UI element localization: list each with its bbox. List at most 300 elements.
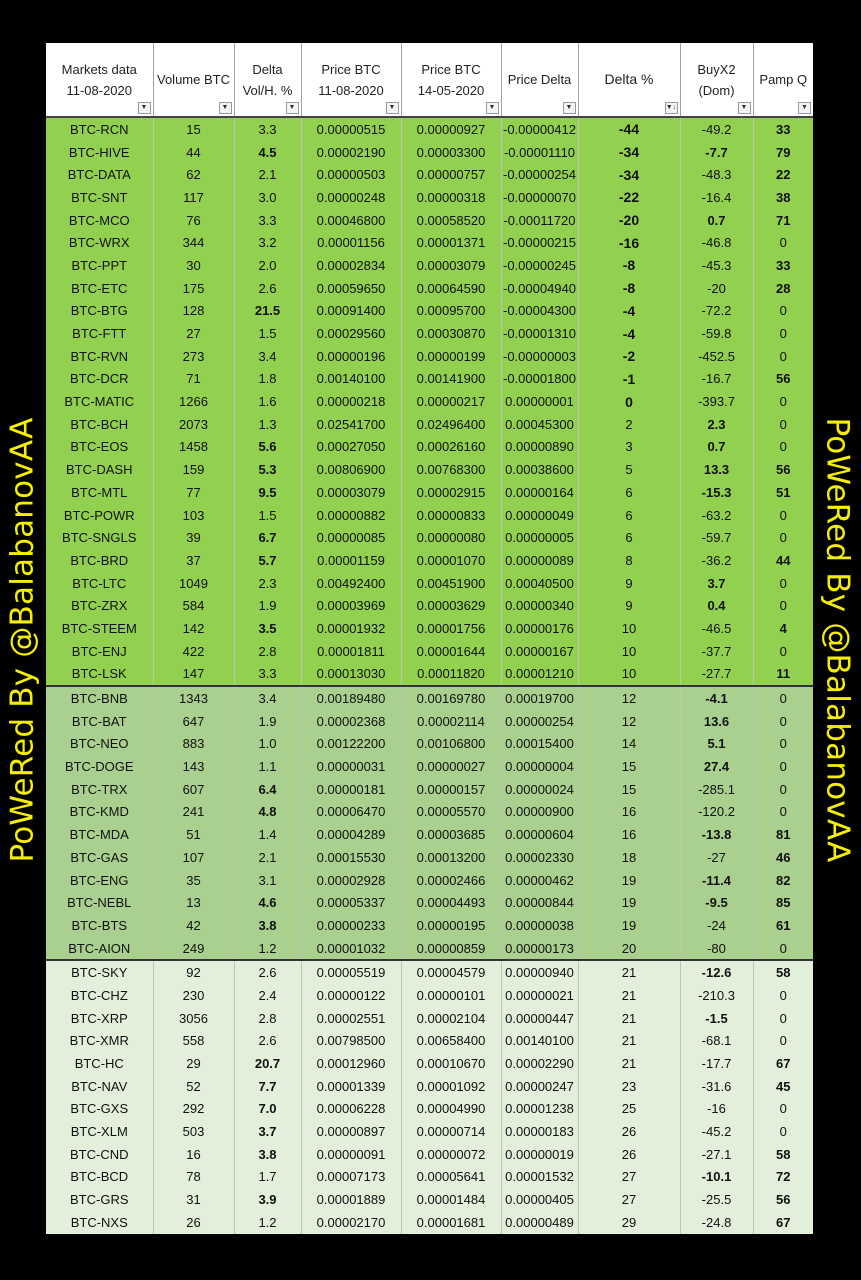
cell-market: BTC-LTC — [46, 572, 153, 595]
cell-buyx2: -452.5 — [680, 345, 753, 368]
cell-price-now: 0.00005519 — [301, 960, 401, 984]
filter-dropdown-icon[interactable]: ▼ — [798, 102, 811, 114]
cell-price-now: 0.00001932 — [301, 617, 401, 640]
cell-pamp-q: 45 — [753, 1075, 813, 1098]
cell-delta-percent: -44 — [578, 117, 680, 141]
cell-buyx2: -24 — [680, 914, 753, 937]
cell-buyx2: -48.3 — [680, 163, 753, 186]
cell-delta-percent: 27 — [578, 1188, 680, 1211]
cell-price-then: 0.00001371 — [401, 231, 501, 254]
cell-delta-vol: 3.5 — [234, 617, 301, 640]
cell-volume: 77 — [153, 481, 234, 504]
cell-price-then: 0.00003300 — [401, 141, 501, 164]
cell-price-delta: 0.00000447 — [501, 1007, 578, 1030]
cell-delta-vol: 3.2 — [234, 231, 301, 254]
cell-pamp-q: 82 — [753, 869, 813, 892]
table-row — [46, 1188, 813, 1211]
watermark-right-text: PoWeRed By @BalabanovAA — [820, 417, 857, 863]
cell-price-now: 0.00000515 — [301, 117, 401, 141]
cell-price-then: 0.00000080 — [401, 526, 501, 549]
cell-volume: 147 — [153, 663, 234, 687]
table-row — [46, 481, 813, 504]
cell-price-now: 0.00000122 — [301, 984, 401, 1007]
cell-price-now: 0.00001159 — [301, 549, 401, 572]
cell-delta-percent: 9 — [578, 594, 680, 617]
table-row — [46, 594, 813, 617]
cell-delta-vol: 2.4 — [234, 984, 301, 1007]
cell-price-delta: 0.00000173 — [501, 937, 578, 961]
cell-market: BTC-AION — [46, 937, 153, 961]
cell-price-now: 0.00492400 — [301, 572, 401, 595]
cell-delta-percent: -20 — [578, 209, 680, 232]
cell-buyx2: -45.3 — [680, 254, 753, 277]
cell-delta-vol: 1.1 — [234, 755, 301, 778]
table-row — [46, 117, 813, 141]
cell-buyx2: -24.8 — [680, 1211, 753, 1234]
cell-pamp-q: 0 — [753, 390, 813, 413]
cell-price-now: 0.00000503 — [301, 163, 401, 186]
cell-pamp-q: 0 — [753, 1120, 813, 1143]
table-row — [46, 1052, 813, 1075]
cell-delta-percent: 29 — [578, 1211, 680, 1234]
col-price-btc-now — [301, 43, 401, 117]
cell-delta-vol: 3.4 — [234, 686, 301, 710]
cell-delta-percent: -1 — [578, 368, 680, 391]
table-row — [46, 640, 813, 663]
table-row — [46, 572, 813, 595]
col-label: Price BTC — [321, 61, 381, 77]
cell-market: BTC-KMD — [46, 801, 153, 824]
cell-volume: 142 — [153, 617, 234, 640]
cell-delta-percent: 10 — [578, 640, 680, 663]
cell-market: BTC-BAT — [46, 710, 153, 733]
cell-market: BTC-MTL — [46, 481, 153, 504]
cell-delta-vol: 1.9 — [234, 594, 301, 617]
cell-delta-vol: 3.7 — [234, 1120, 301, 1143]
cell-market: BTC-HC — [46, 1052, 153, 1075]
cell-delta-vol: 1.5 — [234, 322, 301, 345]
cell-delta-percent: -22 — [578, 186, 680, 209]
filter-dropdown-icon[interactable]: ▼ — [486, 102, 499, 114]
cell-buyx2: -1.5 — [680, 1007, 753, 1030]
cell-market: BTC-DASH — [46, 458, 153, 481]
col-label: Delta — [252, 61, 283, 77]
cell-market: BTC-NAV — [46, 1075, 153, 1098]
cell-price-then: 0.00003079 — [401, 254, 501, 277]
col-sublabel: Vol/H. % — [242, 82, 293, 98]
cell-volume: 558 — [153, 1030, 234, 1053]
cell-buyx2: -36.2 — [680, 549, 753, 572]
cell-delta-vol: 7.7 — [234, 1075, 301, 1098]
cell-price-then: 0.00005641 — [401, 1166, 501, 1189]
cell-market: BTC-FTT — [46, 322, 153, 345]
cell-price-delta: 0.00001210 — [501, 663, 578, 687]
cell-price-now: 0.00002190 — [301, 141, 401, 164]
filter-dropdown-icon[interactable]: ▼ — [286, 102, 299, 114]
cell-price-delta: -0.00000070 — [501, 186, 578, 209]
cell-delta-percent: 21 — [578, 960, 680, 984]
cell-market: BTC-MDA — [46, 823, 153, 846]
cell-pamp-q: 0 — [753, 1007, 813, 1030]
cell-volume: 52 — [153, 1075, 234, 1098]
cell-price-now: 0.00002551 — [301, 1007, 401, 1030]
cell-market: BTC-POWR — [46, 504, 153, 527]
cell-price-then: 0.00000757 — [401, 163, 501, 186]
cell-delta-percent: 26 — [578, 1120, 680, 1143]
cell-price-delta: 0.00015400 — [501, 733, 578, 756]
cell-price-then: 0.00001484 — [401, 1188, 501, 1211]
cell-delta-percent: 21 — [578, 1052, 680, 1075]
cell-buyx2: 13.6 — [680, 710, 753, 733]
table-row — [46, 549, 813, 572]
cell-pamp-q: 67 — [753, 1052, 813, 1075]
cell-delta-percent: 8 — [578, 549, 680, 572]
table-row — [46, 1098, 813, 1121]
cell-volume: 92 — [153, 960, 234, 984]
cell-price-delta: 0.00001532 — [501, 1166, 578, 1189]
filter-dropdown-icon[interactable]: ▼ — [219, 102, 232, 114]
cell-price-delta: 0.00000405 — [501, 1188, 578, 1211]
cell-volume: 26 — [153, 1211, 234, 1234]
table-row — [46, 277, 813, 300]
cell-price-now: 0.00798500 — [301, 1030, 401, 1053]
cell-delta-vol: 2.6 — [234, 1030, 301, 1053]
cell-volume: 29 — [153, 1052, 234, 1075]
cell-pamp-q: 0 — [753, 733, 813, 756]
cell-volume: 273 — [153, 345, 234, 368]
cell-price-now: 0.00004289 — [301, 823, 401, 846]
table-row — [46, 686, 813, 710]
cell-buyx2: -80 — [680, 937, 753, 961]
cell-buyx2: 0.7 — [680, 436, 753, 459]
cell-delta-percent: 10 — [578, 617, 680, 640]
cell-price-delta: -0.00004300 — [501, 300, 578, 323]
cell-price-now: 0.00001339 — [301, 1075, 401, 1098]
cell-price-delta: 0.00000089 — [501, 549, 578, 572]
table-row — [46, 209, 813, 232]
cell-pamp-q: 0 — [753, 526, 813, 549]
cell-market: BTC-TRX — [46, 778, 153, 801]
cell-delta-percent: 2 — [578, 413, 680, 436]
cell-delta-percent: -16 — [578, 231, 680, 254]
cell-pamp-q: 0 — [753, 710, 813, 733]
cell-price-now: 0.00001156 — [301, 231, 401, 254]
cell-price-now: 0.00002834 — [301, 254, 401, 277]
cell-market: BTC-SNGLS — [46, 526, 153, 549]
watermark-left-text: PoWeRed By @BalabanovAA — [5, 417, 42, 863]
watermark-left — [0, 0, 46, 1280]
cell-pamp-q: 0 — [753, 300, 813, 323]
cell-volume: 249 — [153, 937, 234, 961]
cell-buyx2: -11.4 — [680, 869, 753, 892]
cell-buyx2: -16.7 — [680, 368, 753, 391]
cell-pamp-q: 0 — [753, 594, 813, 617]
cell-price-delta: 0.00000940 — [501, 960, 578, 984]
cell-buyx2: 0.7 — [680, 209, 753, 232]
cell-price-now: 0.00189480 — [301, 686, 401, 710]
cell-market: BTC-GXS — [46, 1098, 153, 1121]
cell-pamp-q: 0 — [753, 231, 813, 254]
cell-market: BTC-BCD — [46, 1166, 153, 1189]
watermark-right — [815, 0, 861, 1280]
cell-pamp-q: 33 — [753, 117, 813, 141]
cell-volume: 503 — [153, 1120, 234, 1143]
cell-volume: 37 — [153, 549, 234, 572]
cell-delta-vol: 1.3 — [234, 413, 301, 436]
col-label: Markets data — [61, 61, 137, 77]
cell-price-delta: 0.00002330 — [501, 846, 578, 869]
cell-volume: 2073 — [153, 413, 234, 436]
cell-pamp-q: 56 — [753, 1188, 813, 1211]
table-row — [46, 869, 813, 892]
cell-market: BTC-CHZ — [46, 984, 153, 1007]
cell-price-now: 0.00000091 — [301, 1143, 401, 1166]
cell-price-now: 0.00006228 — [301, 1098, 401, 1121]
cell-delta-percent: 26 — [578, 1143, 680, 1166]
table-row — [46, 526, 813, 549]
cell-delta-vol: 5.3 — [234, 458, 301, 481]
cell-buyx2: -25.5 — [680, 1188, 753, 1211]
cell-delta-vol: 1.7 — [234, 1166, 301, 1189]
cell-buyx2: -393.7 — [680, 390, 753, 413]
cell-buyx2: -17.7 — [680, 1052, 753, 1075]
cell-price-now: 0.00001811 — [301, 640, 401, 663]
cell-price-delta: -0.00000215 — [501, 231, 578, 254]
filter-dropdown-icon[interactable]: ▼ — [738, 102, 751, 114]
col-label: Pamp Q — [759, 72, 808, 87]
cell-volume: 175 — [153, 277, 234, 300]
filter-dropdown-icon[interactable]: ▼ — [386, 102, 399, 114]
cell-price-now: 0.00006470 — [301, 801, 401, 824]
table-row — [46, 1007, 813, 1030]
cell-delta-percent: 27 — [578, 1166, 680, 1189]
cell-buyx2: -285.1 — [680, 778, 753, 801]
cell-buyx2: 27.4 — [680, 755, 753, 778]
cell-volume: 1049 — [153, 572, 234, 595]
cell-pamp-q: 0 — [753, 640, 813, 663]
cell-price-then: 0.00000927 — [401, 117, 501, 141]
cell-market: BTC-BCH — [46, 413, 153, 436]
cell-market: BTC-BTS — [46, 914, 153, 937]
cell-price-delta: 0.00019700 — [501, 686, 578, 710]
cell-delta-percent: 23 — [578, 1075, 680, 1098]
cell-volume: 117 — [153, 186, 234, 209]
cell-buyx2: -4.1 — [680, 686, 753, 710]
cell-market: BTC-XRP — [46, 1007, 153, 1030]
cell-price-then: 0.00658400 — [401, 1030, 501, 1053]
cell-price-then: 0.00002915 — [401, 481, 501, 504]
cell-pamp-q: 81 — [753, 823, 813, 846]
cell-market: BTC-XMR — [46, 1030, 153, 1053]
filter-dropdown-icon[interactable]: ▼ — [138, 102, 151, 114]
cell-delta-percent: 9 — [578, 572, 680, 595]
cell-price-then: 0.00000833 — [401, 504, 501, 527]
cell-pamp-q: 4 — [753, 617, 813, 640]
cell-pamp-q: 0 — [753, 322, 813, 345]
cell-price-then: 0.00004990 — [401, 1098, 501, 1121]
col-delta-percent — [578, 43, 680, 117]
cell-price-delta: 0.00000021 — [501, 984, 578, 1007]
cell-price-now: 0.00140100 — [301, 368, 401, 391]
table-row — [46, 322, 813, 345]
cell-price-delta: -0.00004940 — [501, 277, 578, 300]
cell-pamp-q: 58 — [753, 1143, 813, 1166]
cell-buyx2: -9.5 — [680, 891, 753, 914]
cell-price-now: 0.02541700 — [301, 413, 401, 436]
cell-buyx2: -45.2 — [680, 1120, 753, 1143]
cell-price-delta: 0.00045300 — [501, 413, 578, 436]
cell-pamp-q: 28 — [753, 277, 813, 300]
col-label: Delta % — [604, 71, 654, 87]
cell-price-now: 0.00002170 — [301, 1211, 401, 1234]
table-row — [46, 755, 813, 778]
cell-price-then: 0.00000714 — [401, 1120, 501, 1143]
cell-price-then: 0.00004493 — [401, 891, 501, 914]
table-row — [46, 163, 813, 186]
table-row — [46, 345, 813, 368]
cell-buyx2: -7.7 — [680, 141, 753, 164]
cell-buyx2: -72.2 — [680, 300, 753, 323]
col-label: Volume BTC — [157, 72, 230, 87]
cell-volume: 13 — [153, 891, 234, 914]
col-sublabel: 11-08-2020 — [318, 82, 384, 98]
cell-buyx2: -68.1 — [680, 1030, 753, 1053]
cell-pamp-q: 0 — [753, 1098, 813, 1121]
cell-market: BTC-STEEM — [46, 617, 153, 640]
cell-buyx2: -27 — [680, 846, 753, 869]
cell-price-delta: 0.00000844 — [501, 891, 578, 914]
table-row — [46, 231, 813, 254]
cell-delta-percent: 3 — [578, 436, 680, 459]
cell-delta-vol: 2.3 — [234, 572, 301, 595]
cell-delta-percent: -8 — [578, 277, 680, 300]
cell-price-then: 0.00000318 — [401, 186, 501, 209]
cell-pamp-q: 61 — [753, 914, 813, 937]
cell-delta-percent: 19 — [578, 869, 680, 892]
cell-delta-vol: 1.2 — [234, 937, 301, 961]
cell-price-delta: 0.00000001 — [501, 390, 578, 413]
cell-market: BTC-XLM — [46, 1120, 153, 1143]
cell-buyx2: -27.1 — [680, 1143, 753, 1166]
cell-price-then: 0.00001092 — [401, 1075, 501, 1098]
table-row — [46, 1120, 813, 1143]
cell-price-then: 0.00030870 — [401, 322, 501, 345]
cell-volume: 42 — [153, 914, 234, 937]
cell-delta-percent: -4 — [578, 322, 680, 345]
table-row — [46, 1030, 813, 1053]
cell-volume: 15 — [153, 117, 234, 141]
cell-delta-vol: 1.8 — [234, 368, 301, 391]
cell-market: BTC-BNB — [46, 686, 153, 710]
cell-price-now: 0.00122200 — [301, 733, 401, 756]
cell-price-delta: 0.00000604 — [501, 823, 578, 846]
cell-pamp-q: 0 — [753, 686, 813, 710]
cell-price-delta: 0.00002290 — [501, 1052, 578, 1075]
cell-price-then: 0.00000859 — [401, 937, 501, 961]
cell-price-delta: 0.00000340 — [501, 594, 578, 617]
col-volume-btc — [153, 43, 234, 117]
cell-pamp-q: 0 — [753, 937, 813, 961]
cell-market: BTC-MATIC — [46, 390, 153, 413]
table-row — [46, 617, 813, 640]
cell-delta-percent: 19 — [578, 914, 680, 937]
cell-price-delta: -0.00000254 — [501, 163, 578, 186]
cell-volume: 1343 — [153, 686, 234, 710]
cell-pamp-q: 0 — [753, 345, 813, 368]
cell-delta-percent: 14 — [578, 733, 680, 756]
cell-buyx2: -27.7 — [680, 663, 753, 687]
col-price-btc-then — [401, 43, 501, 117]
cell-volume: 607 — [153, 778, 234, 801]
cell-pamp-q: 38 — [753, 186, 813, 209]
cell-price-delta: 0.00000900 — [501, 801, 578, 824]
cell-price-delta: -0.00001110 — [501, 141, 578, 164]
cell-delta-percent: 16 — [578, 823, 680, 846]
cell-delta-vol: 1.4 — [234, 823, 301, 846]
sort-filter-icon[interactable]: ▼↓ — [665, 102, 678, 114]
col-sublabel: 11-08-2020 — [66, 82, 133, 98]
cell-volume: 3056 — [153, 1007, 234, 1030]
cell-price-then: 0.02496400 — [401, 413, 501, 436]
cell-price-then: 0.00000199 — [401, 345, 501, 368]
cell-volume: 27 — [153, 322, 234, 345]
table-row — [46, 778, 813, 801]
cell-pamp-q: 71 — [753, 209, 813, 232]
table-row — [46, 141, 813, 164]
cell-pamp-q: 46 — [753, 846, 813, 869]
cell-delta-percent: 10 — [578, 663, 680, 687]
cell-buyx2: 3.7 — [680, 572, 753, 595]
cell-price-then: 0.00026160 — [401, 436, 501, 459]
cell-price-delta: -0.00011720 — [501, 209, 578, 232]
cell-market: BTC-GRS — [46, 1188, 153, 1211]
cell-pamp-q: 56 — [753, 458, 813, 481]
col-label: BuyX2 — [697, 61, 736, 77]
cell-price-then: 0.00001644 — [401, 640, 501, 663]
cell-buyx2: -59.8 — [680, 322, 753, 345]
cell-volume: 647 — [153, 710, 234, 733]
cell-price-now: 0.00001889 — [301, 1188, 401, 1211]
cell-volume: 51 — [153, 823, 234, 846]
cell-delta-vol: 2.8 — [234, 1007, 301, 1030]
col-sublabel: 14-05-2020 — [417, 82, 485, 98]
col-delta-vol — [234, 43, 301, 117]
cell-price-delta: 0.00000004 — [501, 755, 578, 778]
col-sublabel: (Dom) — [698, 82, 735, 98]
cell-price-delta: -0.00001310 — [501, 322, 578, 345]
filter-dropdown-icon[interactable]: ▼ — [563, 102, 576, 114]
cell-delta-percent: 15 — [578, 778, 680, 801]
cell-pamp-q: 0 — [753, 1030, 813, 1053]
cell-delta-percent: 18 — [578, 846, 680, 869]
cell-pamp-q: 0 — [753, 755, 813, 778]
col-price-delta — [501, 43, 578, 117]
cell-volume: 128 — [153, 300, 234, 323]
cell-price-delta: 0.00000164 — [501, 481, 578, 504]
cell-price-delta: 0.00000183 — [501, 1120, 578, 1143]
cell-price-now: 0.00012960 — [301, 1052, 401, 1075]
table-row — [46, 914, 813, 937]
table-row — [46, 186, 813, 209]
cell-price-delta: 0.00001238 — [501, 1098, 578, 1121]
cell-price-then: 0.00768300 — [401, 458, 501, 481]
cell-delta-percent: 21 — [578, 984, 680, 1007]
cell-price-now: 0.00000218 — [301, 390, 401, 413]
cell-price-now: 0.00007173 — [301, 1166, 401, 1189]
table-row — [46, 1166, 813, 1189]
cell-price-then: 0.00095700 — [401, 300, 501, 323]
cell-pamp-q: 72 — [753, 1166, 813, 1189]
